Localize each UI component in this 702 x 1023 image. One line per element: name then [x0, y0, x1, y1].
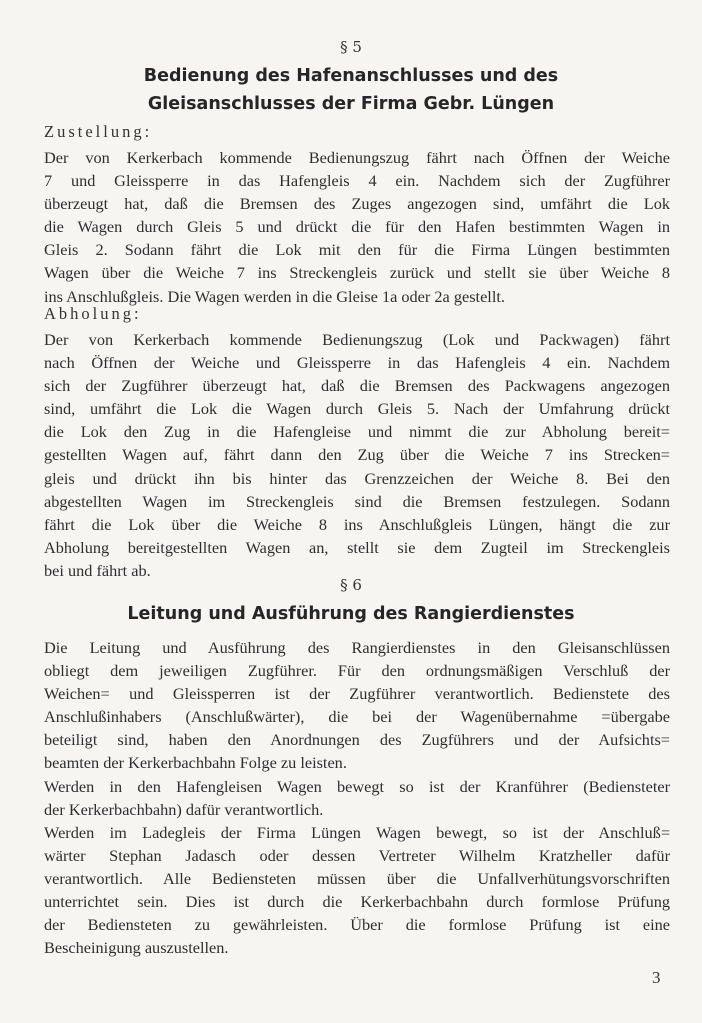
- text-line: Der von Kerkerbach kommende Bedienungszug (Lok und Packwagen) fährt: [44, 330, 670, 349]
- text-line: überzeugt hat, daß die Bremsen des Zuges angezogen sind, umfährt die Lok: [44, 194, 670, 214]
- text-line: gleis und drückt ihn bis hinter das Grenzzeichen der Weiche 8. Bei den: [44, 468, 670, 488]
- text-line: abgestellten Wagen im Streckengleis sind die Bremsen festzulegen. Sodann: [44, 491, 670, 511]
- text-line: Gleis 2. Sodann fährt die Lok mit den für die Firma Lüngen bestimmten: [44, 240, 670, 260]
- text-line: fährt die Lok über die Weiche 8 ins Anschlußgleis Lüngen, hängt die zur: [44, 514, 670, 534]
- text-line: sich der Zugführer überzeugt hat, daß die Bremsen des Packwagens angezogen: [44, 376, 670, 396]
- text-line: beteiligt sind, haben den Anordnungen des Zugführers und der Aufsichts=: [44, 730, 670, 750]
- section-5-mark: § 5: [340, 38, 362, 56]
- text-line: verantwortlich. Alle Bediensteten müssen über die Unfallverhütungsvorschriften: [44, 868, 670, 888]
- text-line: 7 und Gleissperre in das Hafengleis 4 ein. Nachdem sich der Zugführer: [44, 171, 670, 191]
- text-line: unterrichtet sein. Dies ist durch die Kerkerbachbahn durch formlose Prüfung: [44, 892, 670, 912]
- text-line: bei und fährt ab.: [44, 560, 151, 580]
- section-5-heading-line-2: Gleisanschlusses der Firma Gebr. Lüngen: [147, 94, 555, 114]
- text-line: beamten der Kerkerbachbahn Folge zu leisten.: [44, 753, 347, 773]
- text-line: Die Leitung und Ausführung des Rangierdienstes in den Gleisanschlüssen: [44, 638, 670, 657]
- text-line: Abholung bereitgestellten Wagen an, stellt sie dem Zugteil im Streckengleis: [44, 537, 670, 557]
- text-line: Werden im Ladegleis der Firma Lüngen Wagen bewegt, so ist der Anschluß=: [44, 822, 670, 842]
- text-line: Wagen über die Weiche 7 ins Streckengleis zurück und stellt sie über Weiche 8: [44, 263, 670, 283]
- text-line: nach Öffnen der Weiche und Gleissperre in das Hafengleis 4 ein. Nachdem: [44, 353, 670, 373]
- zustellung-paragraph: [44, 146, 670, 308]
- text-line: Der von Kerkerbach kommende Bedienungszug fährt nach Öffnen der Weiche: [44, 148, 670, 167]
- abholung-label: Abholung:: [44, 304, 142, 323]
- text-line: der Kerkerbachbahn) dafür verantwortlich.: [44, 799, 324, 819]
- section-5-heading-line-1: Bedienung des Hafenanschlusses und des: [143, 66, 559, 86]
- text-line: die Lok den Zug in die Hafengleise und nimmt die zur Abholung bereit=: [44, 422, 670, 442]
- text-line: ins Anschlußgleis. Die Wagen werden in die Gleise 1a oder 2a gestellt.: [44, 286, 505, 306]
- section-6-paragraph: [44, 636, 670, 959]
- text-line: Anschlußinhabers (Anschlußwärter), die bei der Wagenübernahme =übergabe: [44, 707, 670, 727]
- abholung-paragraph: [44, 328, 670, 582]
- text-line: wärter Stephan Jadasch oder dessen Vertreter Wilhelm Kratzheller dafür: [44, 845, 670, 865]
- text-line: der Bediensteten zu gewährleisten. Über die formlose Prüfung ist eine: [44, 915, 670, 935]
- section-6-mark: § 6: [340, 576, 362, 594]
- zustellung-label: Zustellung:: [44, 122, 153, 141]
- text-line: Werden in den Hafengleisen Wagen bewegt so ist der Kranführer (Bediensteter: [44, 776, 670, 796]
- text-line: gestellten Wagen auf, fährt dann den Zug über die Weiche 7 ins Strecken=: [44, 445, 670, 465]
- text-line: Weichen= und Gleissperren ist der Zugführer verantwortlich. Bedienstete des: [44, 684, 670, 704]
- text-line: obliegt dem jeweiligen Zugführer. Für den ordnungsmäßigen Verschluß der: [44, 661, 670, 681]
- text-line: sind, umfährt die Lok die Wagen durch Gleis 5. Nach der Umfahrung drückt: [44, 399, 670, 419]
- text-line: Bescheinigung auszustellen.: [44, 938, 229, 958]
- page-number: 3: [652, 968, 661, 987]
- section-6-heading: Leitung und Ausführung des Rangierdienstes: [127, 604, 575, 624]
- text-line: die Wagen durch Gleis 5 und drückt die für den Hafen bestimmten Wagen in: [44, 217, 670, 237]
